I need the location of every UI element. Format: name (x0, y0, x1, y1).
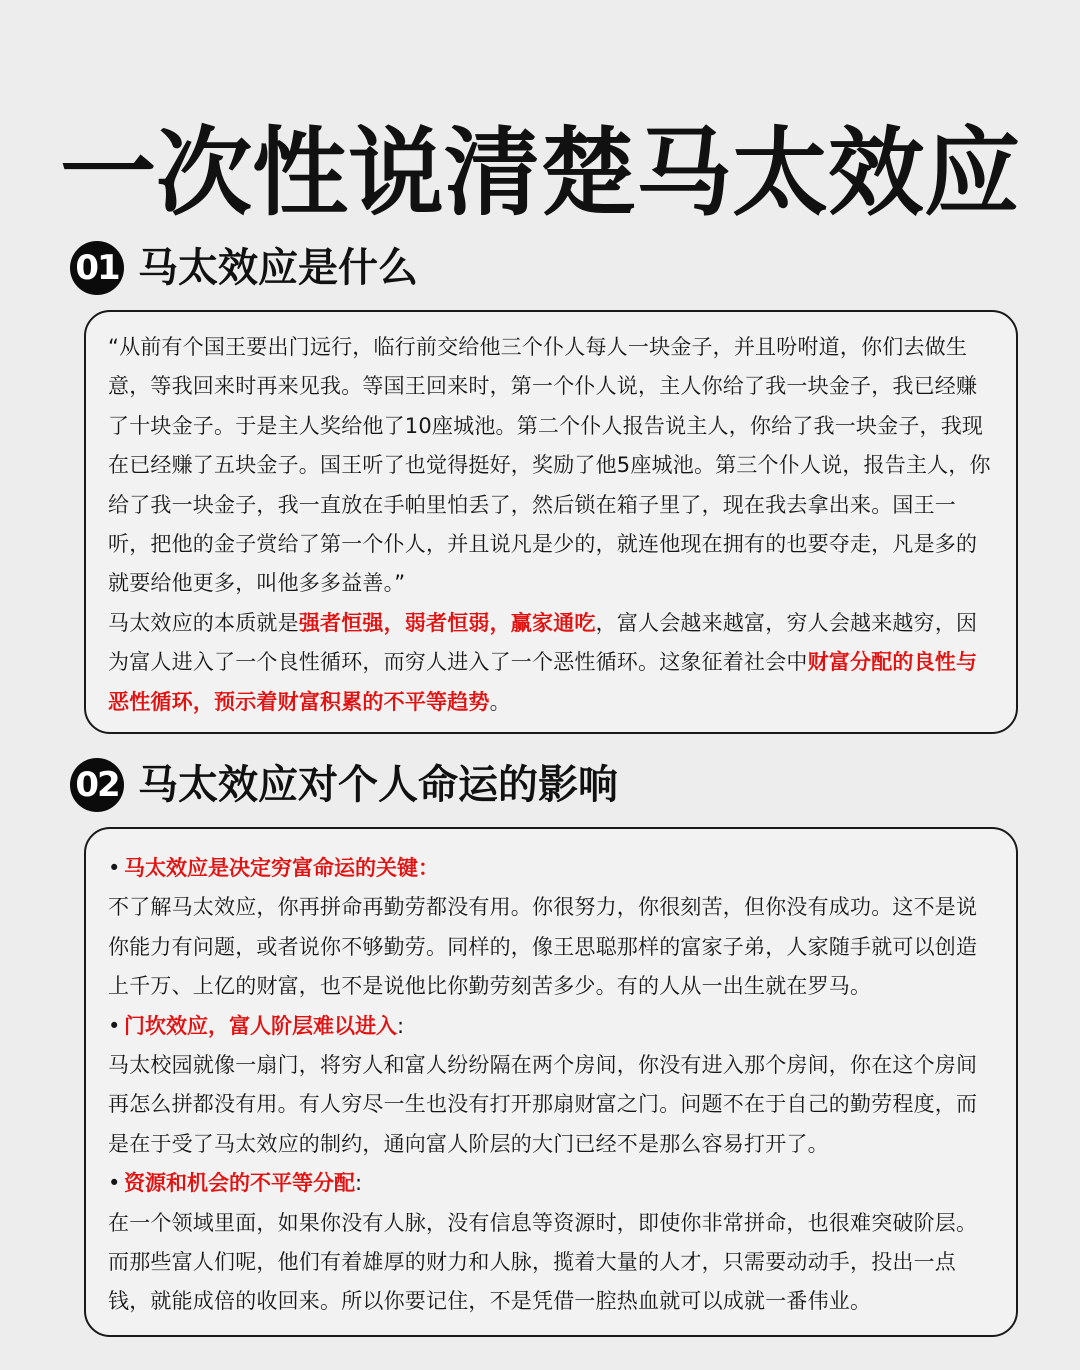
point-colon: : (355, 1171, 363, 1196)
essence-highlight: 财富分配的良性与恶性循环 (108, 650, 978, 714)
essence-highlight: 强者恒强，弱者恒弱，赢家通吃 (298, 610, 596, 635)
point-body: 马太校园就像一扇门，将穷人和富人纷纷隔在两个房间，你没有进入那个房间，你在这个房间再怎么拼都没有用。有人穷尽一生也没有打开那扇财富之门。问题不在于自己的勤劳程度，而是在于受了马太效应的制约，通向富人阶层的大门已经不是那么容易打开了。 (108, 1053, 978, 1156)
essence-text: 马太效应的本质就是 (108, 610, 299, 635)
point-body: 不了解马太效应，你再拼命再勤劳都没有用。你很努力，你很刻苦，但你没有成功。这不是说你能力有问题，或者说你不够勤劳。同样的，像王思聪那样的富家子弟，人家随手就可以创造上千万、上亿的财富，也不是说他比你勤劳刻苦多少。有的人从一出生就在罗马。 (108, 895, 978, 999)
essence-text: ，富人会越来越富，穷人会越来越穷，因为富人进入了一个良性循环，而穷人进入了一个恶性循环。这象征着社会中 (108, 610, 978, 675)
point-title: 门坎效应，富人阶层难以进入 (124, 1013, 397, 1038)
section-2-card (84, 827, 1018, 1337)
story-paragraph: “从前有个国王要出门远行，临行前交给他三个仆人每人一块金子，并且吩咐道，你们去做生意，等我回来时再来见我。等国王回来时，第一个仆人说，主人你给了我一块金子，我已经赚了十块金子。于是主人奖给他了10座城池。第二个仆人报告说主人，你给了我一块金子，我现在已经赚了五块金子。国王听了也觉得挺好，奖励了他5座城池。第三个仆人说，报告主人，你给了我一块金子，我一直放在手帕里怕丢了，然后锁在箱子里了，现在我去拿出来。国王一听，把他的金子赏给了第一个仆人，并且说凡是少的，就连他现在拥有的也要夺走，凡是多的就要给他更多，叫他多多益善。” (108, 335, 991, 596)
point-title: 马太效应是决定穷富命运的关键： (124, 856, 439, 880)
section-header-2 (70, 757, 618, 813)
section-number-badge: 01 (70, 241, 124, 295)
point-title-line (108, 1164, 996, 1203)
point-body: 在一个领域里面，如果你没有人脉，没有信息等资源时，即使你非常拼命，也很难突破阶层。而那些富人们呢，他们有着雄厚的财力和人脉，揽着大量的人才，只需要动动手，投出一点钱，就能成倍的收回来。所以你要记住，不是凭借一腔热血就可以成就一番伟业。 (108, 1210, 978, 1314)
bullet-icon: • (108, 856, 121, 880)
section-heading: 马太效应是什么 (138, 245, 418, 291)
bullet-icon: • (108, 1013, 121, 1038)
bullet-icon: • (108, 1171, 121, 1196)
section-heading: 马太效应对个人命运的影响 (138, 762, 618, 808)
essence-paragraph (108, 604, 996, 722)
page-title: 一次性说清楚马太效应 (60, 117, 1020, 229)
section-header-1 (70, 240, 418, 296)
point-title-line (108, 1007, 996, 1046)
section-number-badge: 02 (70, 758, 124, 812)
essence-text: 。 (489, 689, 511, 714)
essence-separator: ， (192, 689, 215, 714)
essence-highlight: 预示着财富积累的不平等趋势 (214, 689, 490, 714)
point-colon: : (397, 1013, 405, 1038)
point-title-line (108, 849, 996, 888)
point-title: 资源和机会的不平等分配 (124, 1171, 355, 1196)
section-1-card (84, 310, 1018, 734)
